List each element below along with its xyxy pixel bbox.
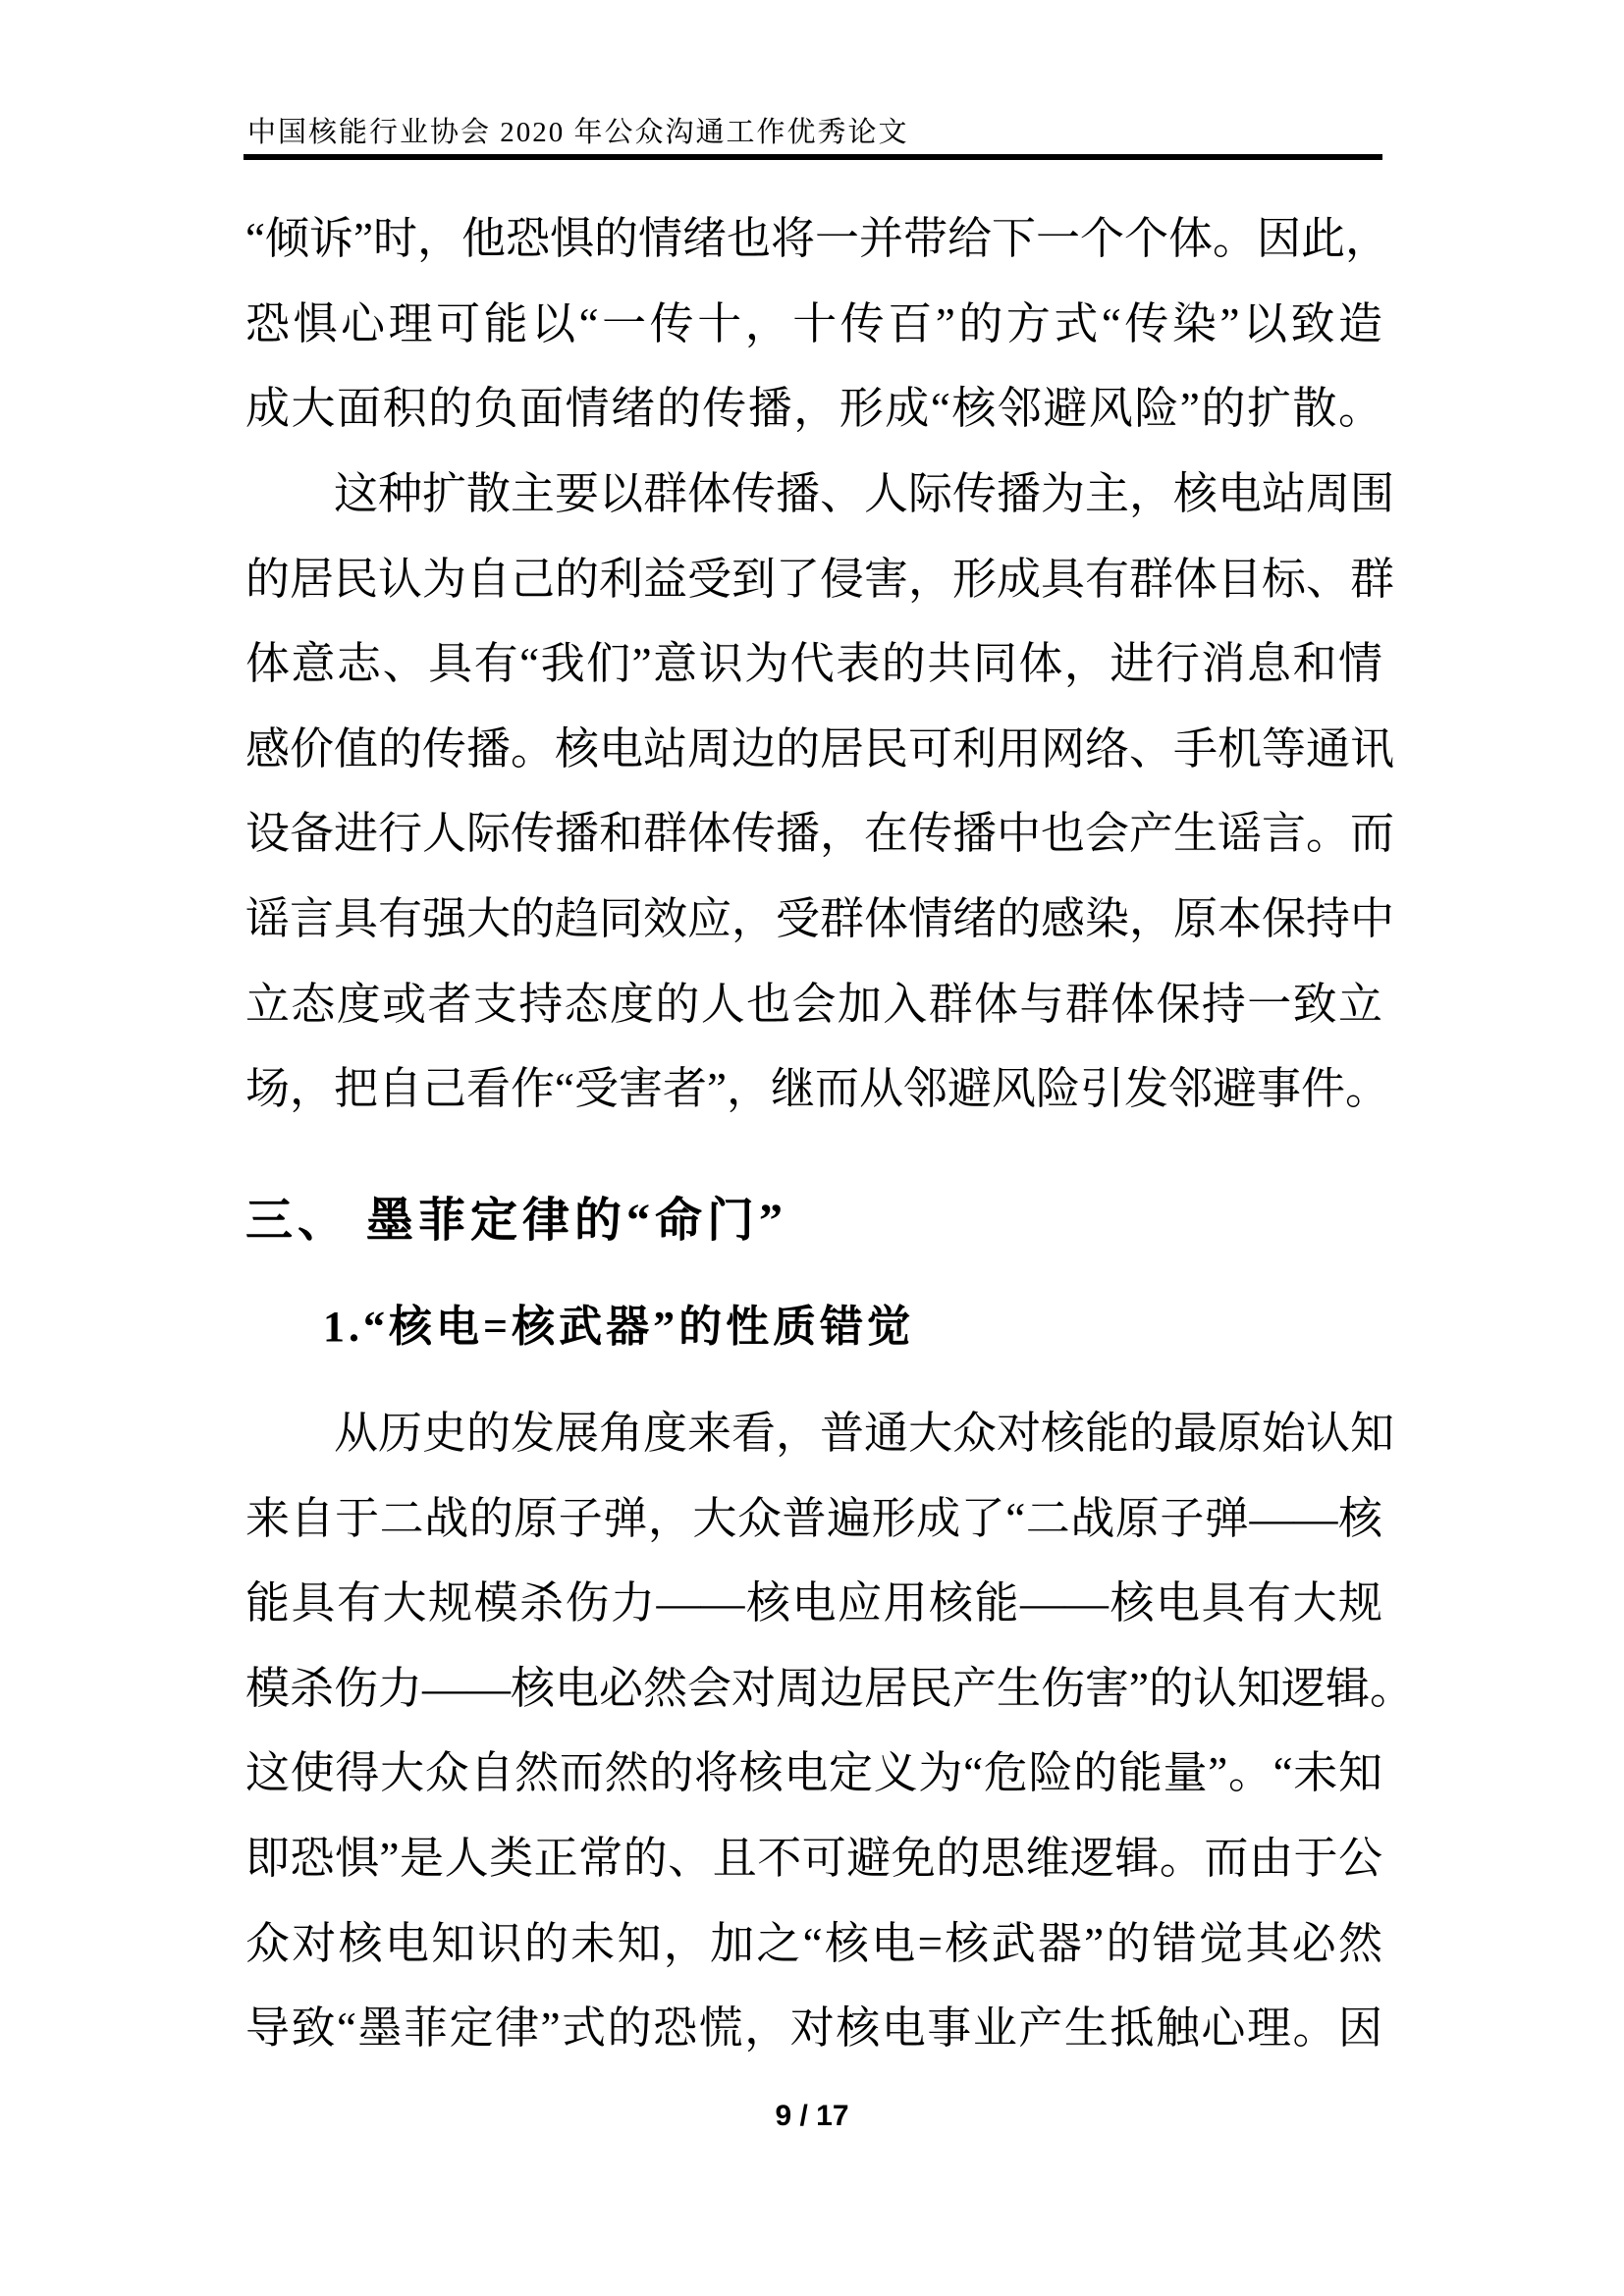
page-footer — [0, 2098, 1624, 2135]
body-line: 感价值的传播。核电站周边的居民可利用网络、手机等通讯 — [245, 723, 1395, 774]
body-line: 设备进行人际传播和群体传播，在传播中也会产生谣言。而 — [245, 809, 1395, 859]
body-line: 成大面积的负面情绪的传播，形成“核邻避风险”的扩散。 — [245, 384, 1382, 434]
body-line: “倾诉”时，他恐惧的情绪也将一并带给下一个个体。因此， — [245, 214, 1389, 263]
body-line: 场，把自己看作“受害者”，继而从邻避风险引发邻避事件。 — [245, 1064, 1389, 1114]
body-line: 模杀伤力——核电必然会对周边居民产生伤害”的认知逻辑。 — [245, 1663, 1414, 1713]
body-line: 众对核电知识的未知，加之“核电=核武器”的错觉其必然 — [245, 1918, 1382, 1968]
header-divider — [244, 154, 1382, 160]
subsection-heading: 1.“核电=核武器”的性质错觉 — [323, 1303, 915, 1351]
paragraph-2 — [245, 452, 1395, 1132]
body-line: 这种扩散主要以群体传播、人际传播为主，核电站周围 — [245, 469, 1395, 518]
paragraph-3 — [245, 1391, 1414, 2071]
body-line: 能具有大规模杀伤力——核电应用核能——核电具有大规 — [245, 1578, 1382, 1629]
paragraph-1 — [245, 196, 1389, 452]
body-line: 恐惧心理可能以“一传十，十传百”的方式“传染”以致造 — [245, 298, 1382, 348]
header-title: 中国核能行业协会 2020 年公众沟通工作优秀论文 — [247, 117, 909, 148]
page-number: 9 / 17 — [775, 2100, 849, 2132]
body-line: 导致“墨菲定律”式的恐慌，对核电事业产生抵触心理。因 — [245, 2003, 1382, 2054]
body-line: 来自于二战的原子弹，大众普遍形成了“二战原子弹——核 — [245, 1493, 1382, 1543]
body-line: 谣言具有强大的趋同效应，受群体情绪的感染，原本保持中 — [245, 893, 1395, 943]
body-line: 即恐惧”是人类正常的、且不可避免的思维逻辑。而由于公 — [245, 1833, 1382, 1883]
body-line: 从历史的发展角度来看，普通大众对核能的最原始认知 — [245, 1409, 1395, 1458]
body-line: 的居民认为自己的利益受到了侵害，形成具有群体目标、群 — [245, 554, 1395, 604]
body-line: 体意志、具有“我们”意识为代表的共同体，进行消息和情 — [245, 639, 1382, 689]
body-line: 这使得大众自然而然的将核电定义为“危险的能量”。“未知 — [245, 1748, 1382, 1798]
section-heading: 三、 墨菲定律的“命门” — [245, 1195, 788, 1247]
page-header — [247, 116, 1384, 149]
body-line: 立态度或者支持态度的人也会加入群体与群体保持一致立 — [245, 979, 1382, 1029]
